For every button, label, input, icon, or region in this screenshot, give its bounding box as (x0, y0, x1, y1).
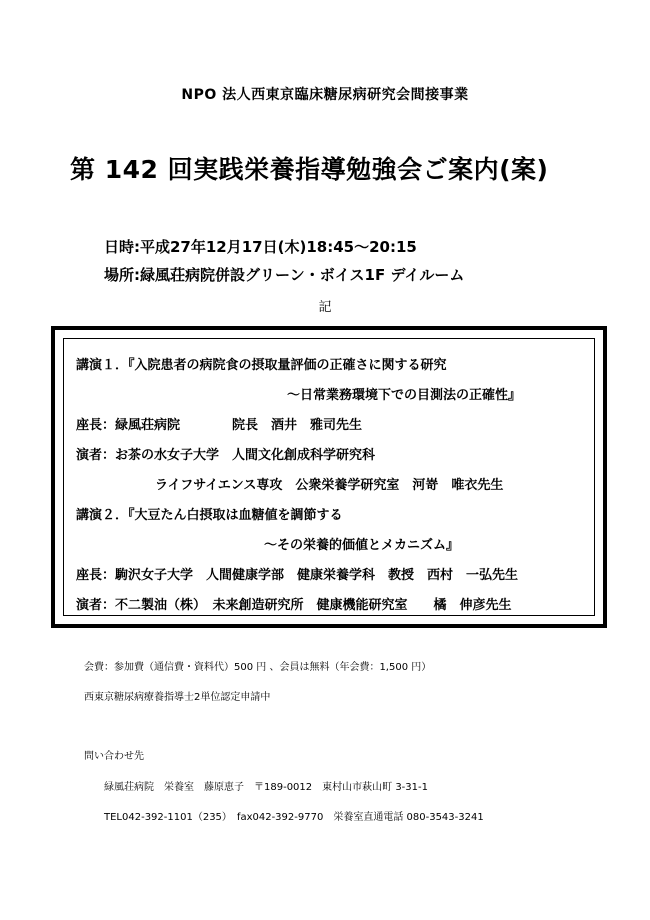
lecture1-title: 講演１．『入院患者の病院食の摂取量評価の正確さに関する研究 (76, 358, 447, 373)
ki-marker: 記 (318, 300, 332, 315)
program-box (52, 327, 606, 627)
contact-phone: TEL042-392-1101（235） fax042-392-9770 栄養室直通電話 080-3543-3241 (104, 812, 484, 823)
lecture2-subtitle: ～その栄養的価値とメカニズム』 (264, 538, 460, 553)
program-box-inner-frame (63, 338, 595, 616)
contact-heading: 問い合わせ先 (84, 751, 144, 762)
event-venue: 場所:緑風荘病院併設グリーン・ボイス1F デイルーム (104, 266, 465, 284)
organization-line: NPO 法人西東京臨床糖尿病研究会間接事業 (181, 87, 469, 103)
lecture1-subtitle: ～日常業務環境下での目測法の正確性』 (287, 388, 522, 403)
credit-line: 西東京糖尿病療養指導士2単位認定申請中 (84, 692, 271, 703)
lecture1-speaker-affiliation: ライフサイエンス専攻 公衆栄養学研究室 河嵜 唯衣先生 (155, 478, 504, 493)
contact-address: 緑風荘病院 栄養室 藤原恵子 〒189-0012 東村山市萩山町 3-31-1 (104, 782, 428, 793)
event-datetime: 日時:平成27年12月17日(木)18:45～20:15 (104, 238, 417, 256)
lecture1-chair: 座長：緑風荘病院 院長 酒井 雅司先生 (76, 418, 363, 433)
page-title: 第 142 回実践栄養指導勉強会ご案内(案) (70, 155, 549, 184)
fee-line: 会費：参加費（通信費・資料代）500 円 、会員は無料（年会費：1,500 円） (84, 662, 432, 673)
lecture2-title: 講演２．『大豆たん白摂取は血糖値を調節する (76, 508, 343, 523)
lecture2-speaker: 演者：不二製油（株） 未来創造研究所 健康機能研究室 橘 伸彦先生 (76, 598, 512, 613)
lecture1-speaker: 演者：お茶の水女子大学 人間文化創成科学研究科 (76, 448, 376, 463)
lecture2-chair: 座長：駒沢女子大学 人間健康学部 健康栄養学科 教授 西村 一弘先生 (76, 568, 519, 583)
